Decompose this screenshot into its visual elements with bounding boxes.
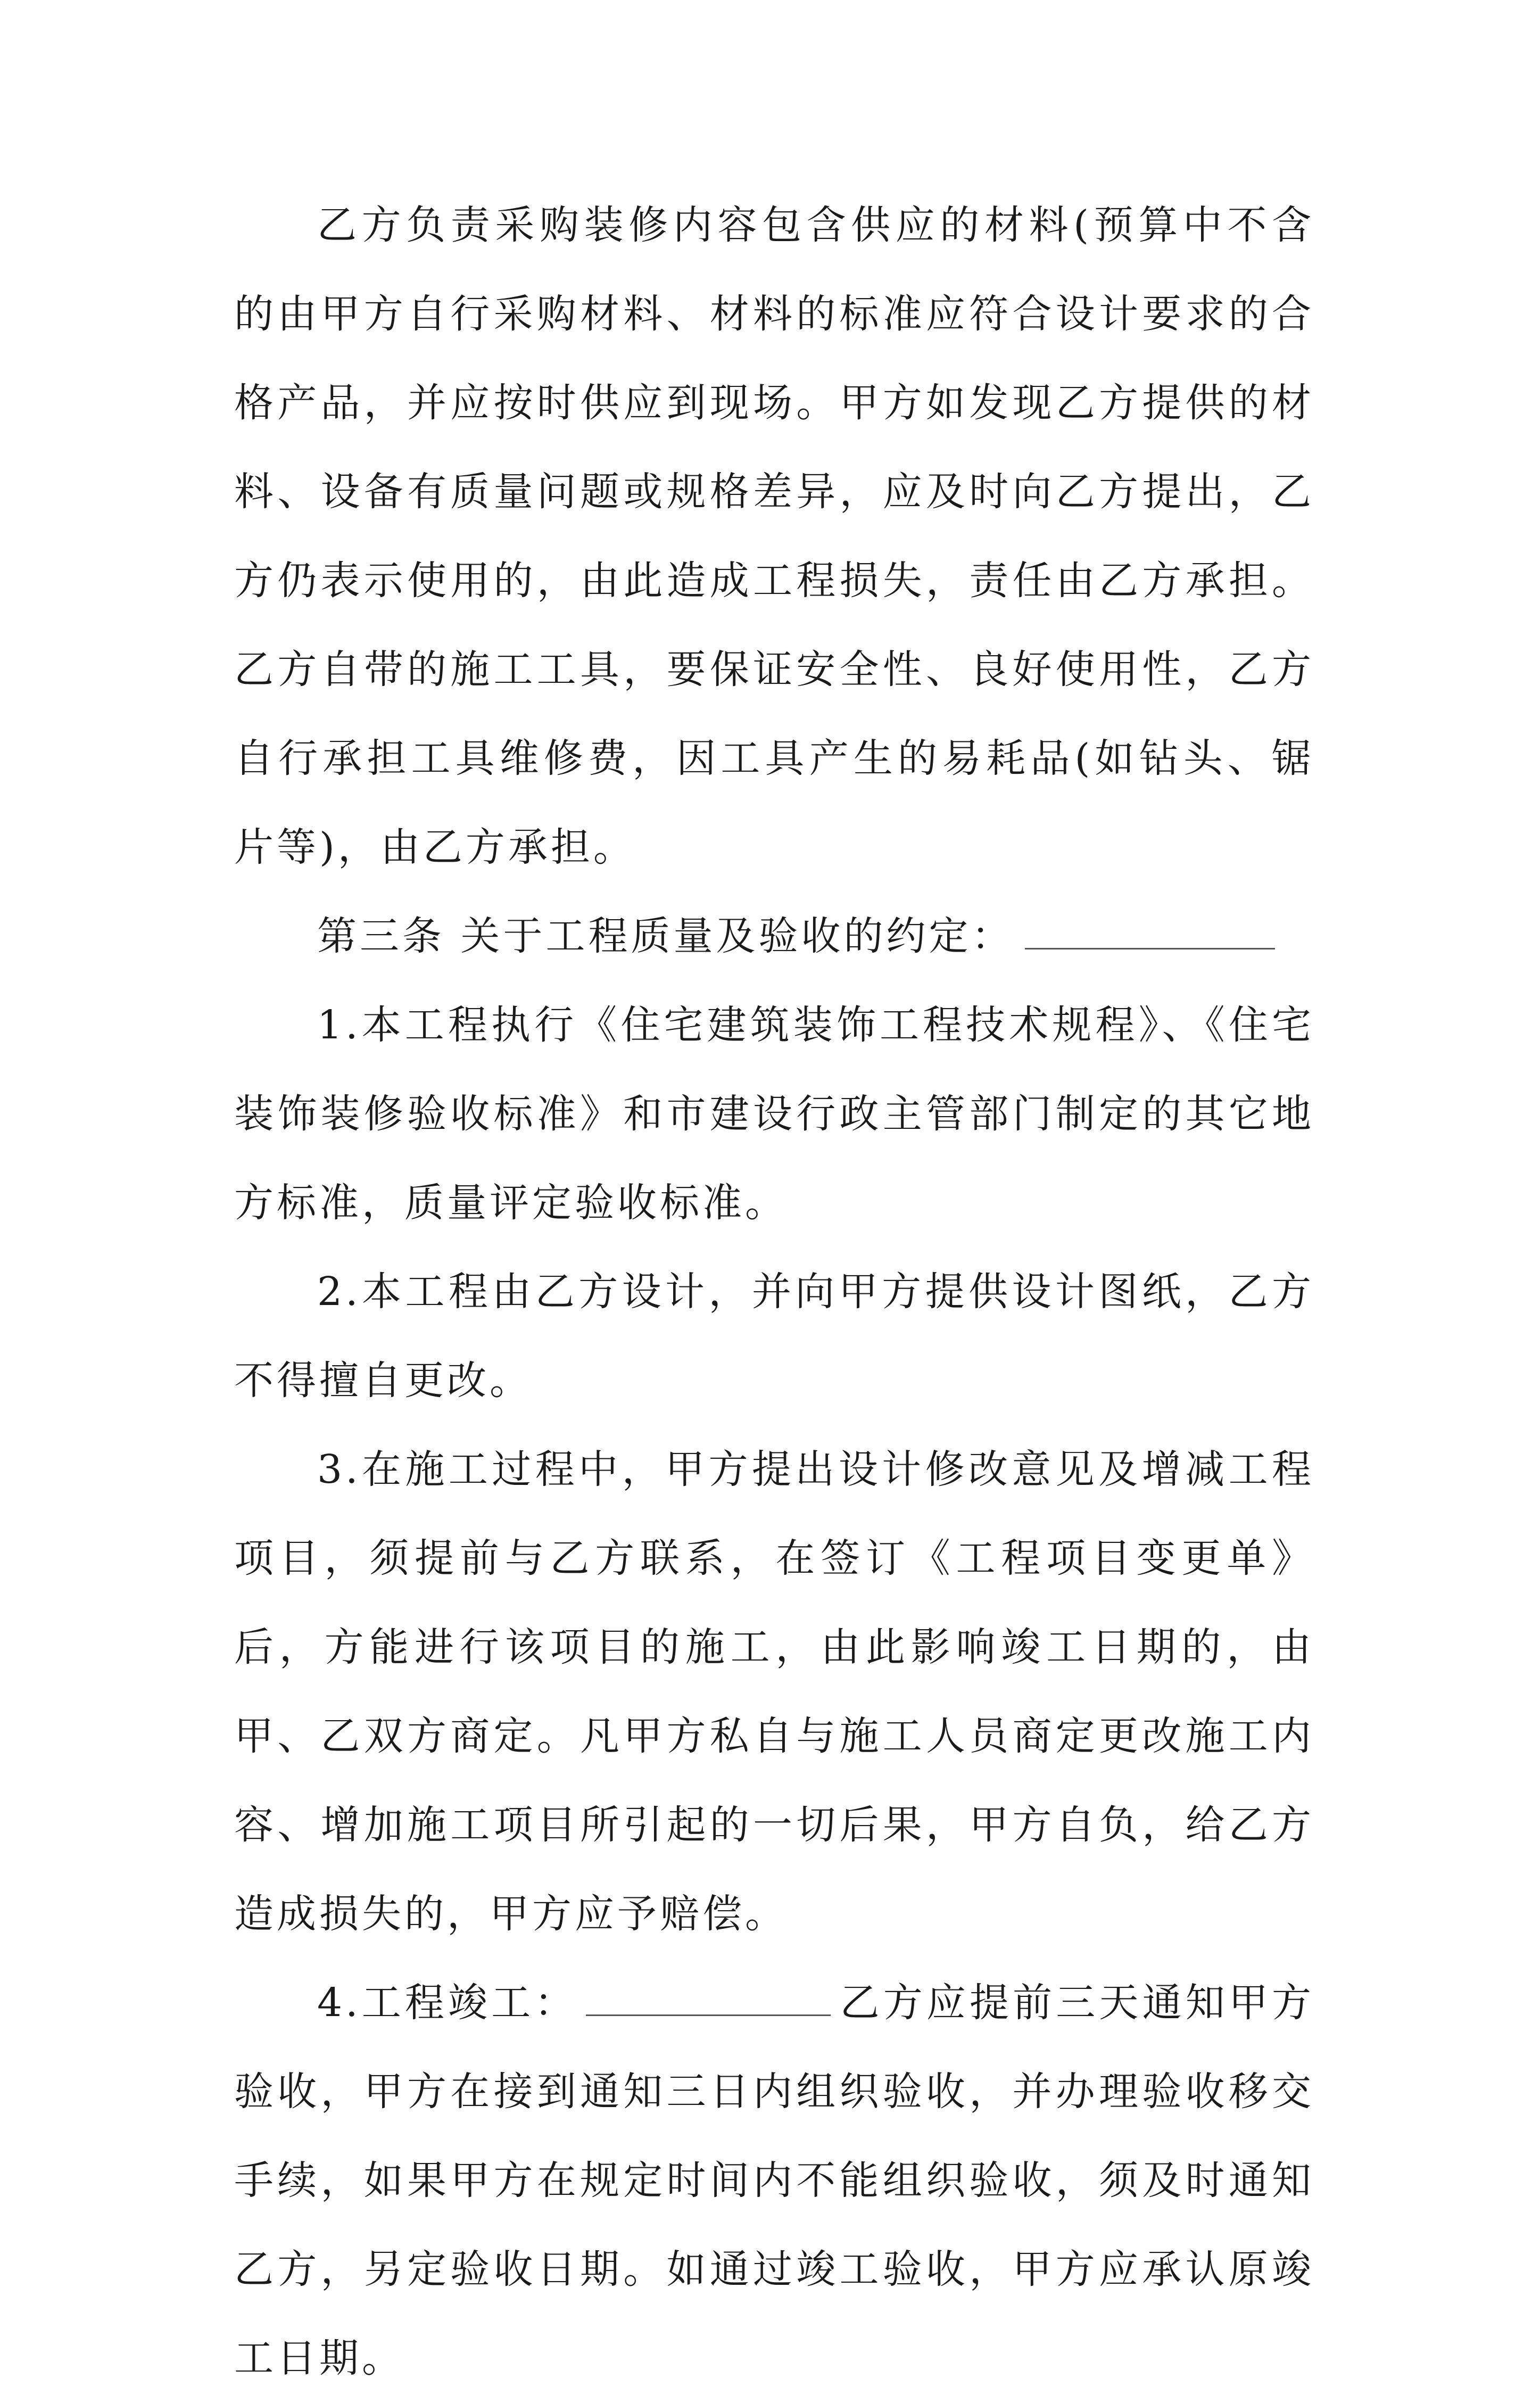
completion-date-blank: [586, 1983, 831, 2016]
completion-label: 4.工程竣工：: [317, 1980, 578, 2026]
article-3-title-text: 第三条 关于工程质量及验收的约定：: [317, 913, 1014, 959]
document-body: [234, 181, 1314, 2403]
quality-item-3: 3.在施工过程中，甲方提出设计修改意见及增减工程项目，须提前与乙方联系，在签订《工程项目变更单》后，方能进行该项目的施工，由此影响竣工日期的，由甲、乙双方商定。凡甲方私自与施工人员商定更改施工内容、增加施工项目所引起的一切后果，甲方自负，给乙方造成损失的，甲方应予赔偿。: [234, 1447, 1314, 1937]
materials-paragraph: 乙方负责采购装修内容包含供应的材料(预算中不含的由甲方自行采购材料、材料的标准应符合设计要求的合格产品，并应按时供应到现场。甲方如发现乙方提供的材料、设备有质量问题或规格差异，应及时向乙方提出，乙方仍表示使用的，由此造成工程损失，责任由乙方承担。乙方自带的施工工具，要保证安全性、良好使用性，乙方自行承担工具维修费，因工具产生的易耗品(如钻头、锯片等)，由乙方承担。: [234, 202, 1314, 870]
completion-text: 乙方应提前三天通知甲方验收，甲方在接到通知三日内组织验收，并办理验收移交手续，如果甲方在规定时间内不能组织验收，须及时通知乙方，另定验收日期。如通过竣工验收，甲方应承认原竣工日期。: [234, 1980, 1314, 2381]
quality-item-1: 1.本工程执行《住宅建筑装饰工程技术规程》、《住宅装饰装修验收标准》和市建设行政主管部门制定的其它地方标准，质量评定验收标准。: [234, 1002, 1314, 1226]
article-3-blank-line: [1025, 916, 1275, 949]
article-3-title: [234, 892, 1314, 981]
quality-item-4: [234, 1959, 1314, 2403]
quality-item-2: 2.本工程由乙方设计，并向甲方提供设计图纸，乙方不得擅自更改。: [234, 1269, 1314, 1403]
